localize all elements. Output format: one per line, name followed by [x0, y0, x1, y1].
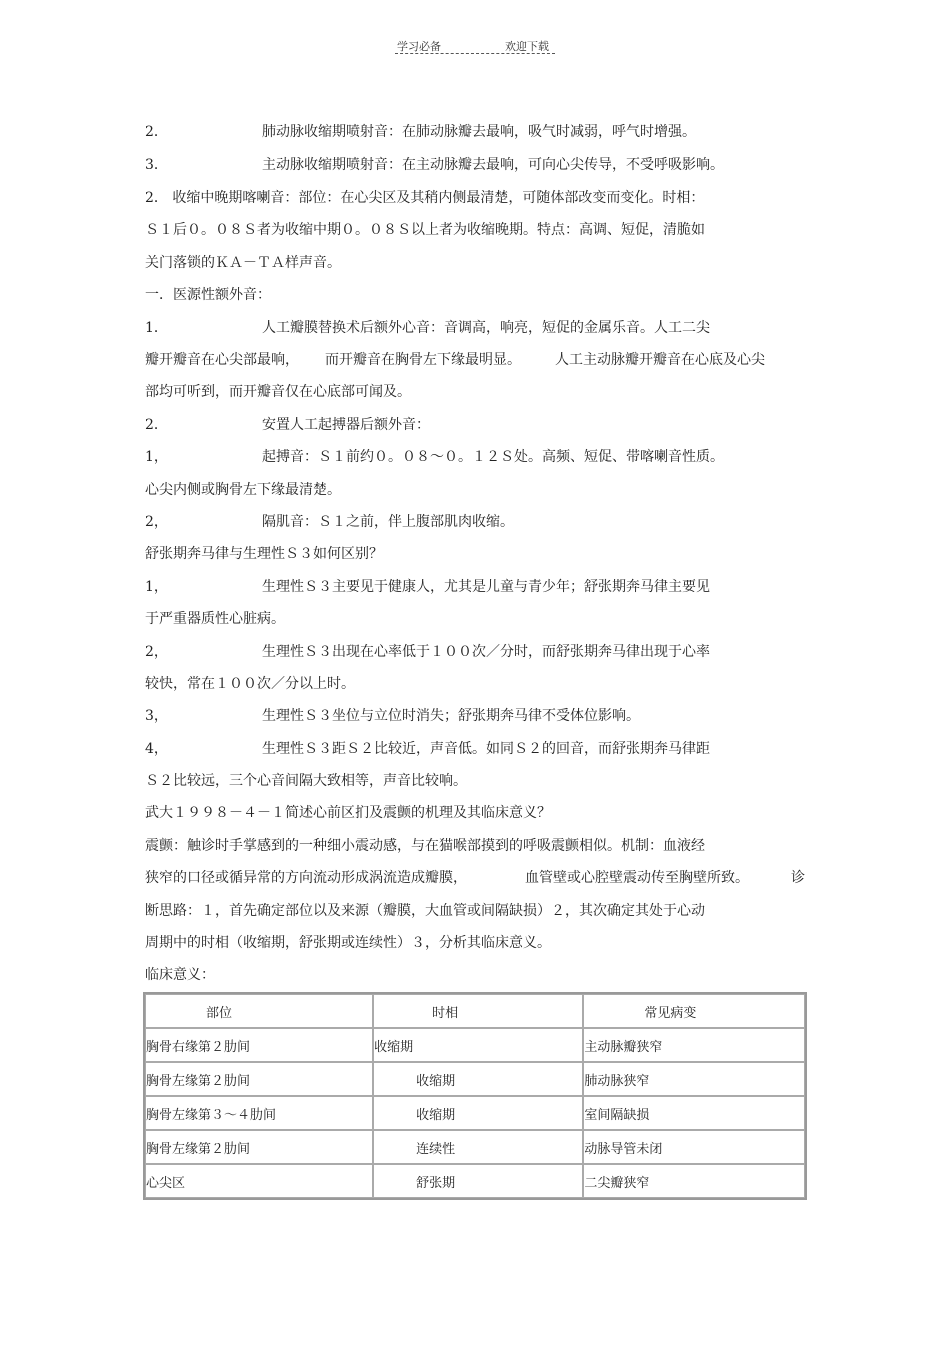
line-text: 人工瓣膜替换术后额外心音：音调高，响亮，短促的金属乐音。人工二尖	[262, 320, 710, 336]
line-text: 于严重器质性心脏病。	[145, 611, 285, 627]
line-text: Ｓ２比较远，三个心音间隔大致相等，声音比较响。	[145, 773, 467, 789]
line-text: 较快，常在１００次／分以上时。	[145, 676, 355, 692]
text-line	[145, 771, 467, 791]
line-text: 部均可听到，而开瓣音仅在心底部可闻及。	[145, 384, 411, 400]
table-cell: 二尖瓣狭窄	[583, 1164, 805, 1198]
table-cell: 胸骨右缘第２肋间	[145, 1028, 373, 1062]
table-header-cell: 时相	[373, 994, 583, 1028]
table-row	[145, 1028, 805, 1062]
line-text: 安置人工起搏器后额外音：	[262, 417, 430, 433]
table-cell: 动脉导管未闭	[583, 1130, 805, 1164]
table-header-cell: 常见病变	[583, 994, 805, 1028]
table-header-row	[145, 994, 805, 1028]
table-cell: 肺动脉狭窄	[583, 1062, 805, 1096]
line-text: 一．医源性额外音：	[145, 287, 271, 303]
table-cell: 胸骨左缘第３～４肋间	[145, 1096, 373, 1130]
text-line	[145, 739, 710, 759]
text-line	[145, 285, 271, 305]
table-cell: 收缩期	[373, 1028, 583, 1062]
line-text: 起搏音：Ｓ１前约０。０８～０。１２Ｓ处。高频、短促、带喀喇音性质。	[262, 449, 724, 465]
text-line	[145, 155, 724, 175]
line-number: 3，	[145, 708, 168, 724]
line-number: 4，	[145, 741, 168, 757]
line-text: 武大１９９８－４－１简述心前区扪及震颤的机理及其临床意义？	[145, 805, 551, 821]
text-line	[145, 480, 341, 500]
line-text: 震颤：触诊时手掌感到的一种细小震动感，与在猫喉部摸到的呼吸震颤相似。机制：血液经	[145, 838, 705, 854]
table-cell: 胸骨左缘第２肋间	[145, 1130, 373, 1164]
text-line	[145, 609, 285, 629]
line-text: 关门落锁的ＫＡ－ＴＡ样声音。	[145, 255, 341, 271]
table-cell: 连续性	[373, 1130, 583, 1164]
text-line	[145, 544, 383, 564]
line-text-part: 瓣开瓣音在心尖部最响，	[145, 352, 299, 368]
line-text-part: 而开瓣音在胸骨左下缘最明显。	[325, 352, 521, 368]
line-text: 生理性Ｓ３主要见于健康人，尤其是儿童与青少年；舒张期奔马律主要见	[262, 579, 710, 595]
line-text: 生理性Ｓ３坐位与立位时消失；舒张期奔马律不受体位影响。	[262, 708, 640, 724]
table-row	[145, 1164, 805, 1198]
line-number: 1，	[145, 449, 168, 465]
clinical-table	[143, 992, 807, 1200]
line-text: 2． 收缩中晚期喀喇音：部位：在心尖区及其稍内侧最清楚，可随体部改变而变化。时相：	[145, 190, 705, 206]
text-line	[145, 447, 724, 467]
line-text: 主动脉收缩期喷射音：在主动脉瓣去最响，可向心尖传导，不受呼吸影响。	[262, 157, 724, 173]
line-text-part: 人工主动脉瓣开瓣音在心底及心尖	[555, 352, 765, 368]
line-text: 周期中的时相（收缩期，舒张期或连续性）３，分析其临床意义。	[145, 935, 551, 951]
line-text: 临床意义：	[145, 967, 215, 983]
text-line	[145, 512, 514, 532]
table-row	[145, 1130, 805, 1164]
table-cell: 收缩期	[373, 1096, 583, 1130]
line-text-part: 狭窄的口径或循异常的方向流动形成涡流造成瓣膜，	[145, 870, 467, 886]
text-line	[145, 415, 430, 435]
line-text-part: 血管壁或心腔壁震动传至胸壁所致。	[525, 870, 749, 886]
text-line	[145, 836, 705, 856]
text-line	[145, 803, 551, 823]
line-number: 2，	[145, 644, 168, 660]
table-cell: 舒张期	[373, 1164, 583, 1198]
line-number: 2，	[145, 514, 168, 530]
text-line	[145, 220, 705, 240]
line-number: 1，	[145, 579, 168, 595]
line-text: Ｓ１后０。０８Ｓ者为收缩中期０。０８Ｓ以上者为收缩晚期。特点：高调、短促，清脆如	[145, 222, 705, 238]
table-cell: 收缩期	[373, 1062, 583, 1096]
line-text: 断思路：１，首先确定部位以及来源（瓣膜，大血管或间隔缺损）２，其次确定其处于心动	[145, 903, 705, 919]
text-line	[145, 577, 710, 597]
text-line	[145, 965, 215, 985]
text-line	[145, 933, 551, 953]
table-row	[145, 1096, 805, 1130]
line-text: 舒张期奔马律与生理性Ｓ３如何区别？	[145, 546, 383, 562]
text-line	[145, 674, 355, 694]
line-number: 1．	[145, 320, 168, 336]
text-line	[145, 642, 710, 662]
line-text: 生理性Ｓ３距Ｓ２比较近，声音低。如同Ｓ２的回音，而舒张期奔马律距	[262, 741, 710, 757]
line-text: 心尖内侧或胸骨左下缘最清楚。	[145, 482, 341, 498]
table-cell: 主动脉瓣狭窄	[583, 1028, 805, 1062]
line-number: 3．	[145, 157, 168, 173]
text-line	[145, 122, 696, 142]
text-line	[145, 382, 411, 402]
line-text-part: 诊	[791, 870, 805, 886]
table-cell: 胸骨左缘第２肋间	[145, 1062, 373, 1096]
text-line	[145, 188, 704, 208]
table-cell: 室间隔缺损	[583, 1096, 805, 1130]
text-line	[145, 706, 640, 726]
text-line	[145, 318, 710, 338]
text-line	[145, 901, 705, 921]
line-text: 隔肌音：Ｓ１之前，伴上腹部肌肉收缩。	[262, 514, 514, 530]
line-text: 生理性Ｓ３出现在心率低于１００次／分时，而舒张期奔马律出现于心率	[262, 644, 710, 660]
header-right-text: 欢迎下载	[505, 40, 549, 53]
table-cell: 心尖区	[145, 1164, 373, 1198]
line-number: 2．	[145, 417, 168, 433]
line-number: 2．	[145, 124, 168, 140]
page-header	[395, 38, 555, 54]
table-header-cell: 部位	[145, 994, 373, 1028]
text-line	[145, 253, 341, 273]
line-text: 肺动脉收缩期喷射音：在肺动脉瓣去最响，吸气时减弱，呼气时增强。	[262, 124, 696, 140]
header-left-text: 学习必备	[397, 40, 441, 53]
table-row	[145, 1062, 805, 1096]
